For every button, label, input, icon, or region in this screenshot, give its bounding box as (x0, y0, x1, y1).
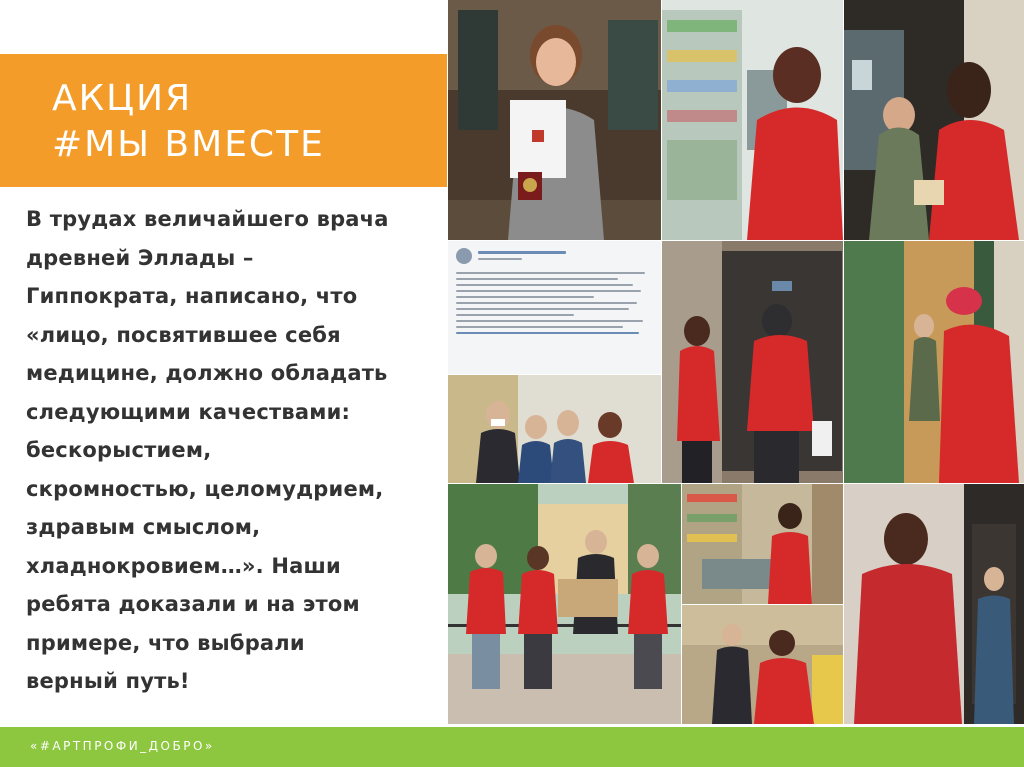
banner-title-line-1: АКЦИЯ (52, 78, 193, 119)
title-banner (0, 54, 447, 187)
photo-volunteers-at-door (662, 241, 843, 483)
photo-apartment-visit (844, 484, 1024, 724)
photo-doorway-delivery (844, 0, 1024, 240)
text-line: скромностью, целомудрием, (26, 476, 384, 501)
photo-grocery-delivery (682, 605, 843, 724)
text-line: хладнокровием…». Наши (26, 553, 341, 578)
text-line: следующими качествами: (26, 399, 351, 424)
text-line: верный путь! (26, 669, 190, 693)
text-line: Гиппократа, написано, что (26, 284, 358, 308)
text-line: бескорыстием, (26, 438, 212, 462)
text-line: примере, что выбрали (26, 630, 305, 655)
header-spacer (0, 0, 447, 54)
photo-outdoor-group (448, 484, 681, 724)
text-line: древней Эллады – (26, 245, 254, 270)
avatar (456, 248, 472, 264)
photo-group-four (448, 375, 661, 483)
photo-pharmacy (662, 0, 843, 240)
text-line: медицине, должно обладать (26, 361, 388, 385)
quote-paragraph (26, 200, 444, 701)
text-line: здравым смыслом, (26, 515, 261, 539)
footer-bar (0, 727, 1024, 767)
photo-social-post (448, 241, 661, 374)
photo-award-ceremony (448, 0, 661, 240)
text-line: В трудах величайшего врача (26, 207, 389, 231)
banner-title-line-2: #МЫ ВМЕСТЕ (52, 124, 325, 165)
text-line: ребята доказали и на этом (26, 592, 360, 616)
photo-store-cashier (682, 484, 843, 604)
photo-handing-bag (844, 241, 1024, 483)
text-line: «лицо, посвятившее себя (26, 322, 341, 347)
footer-hashtag: «#АРТПРОФИ_ДОБРО» (30, 739, 215, 753)
